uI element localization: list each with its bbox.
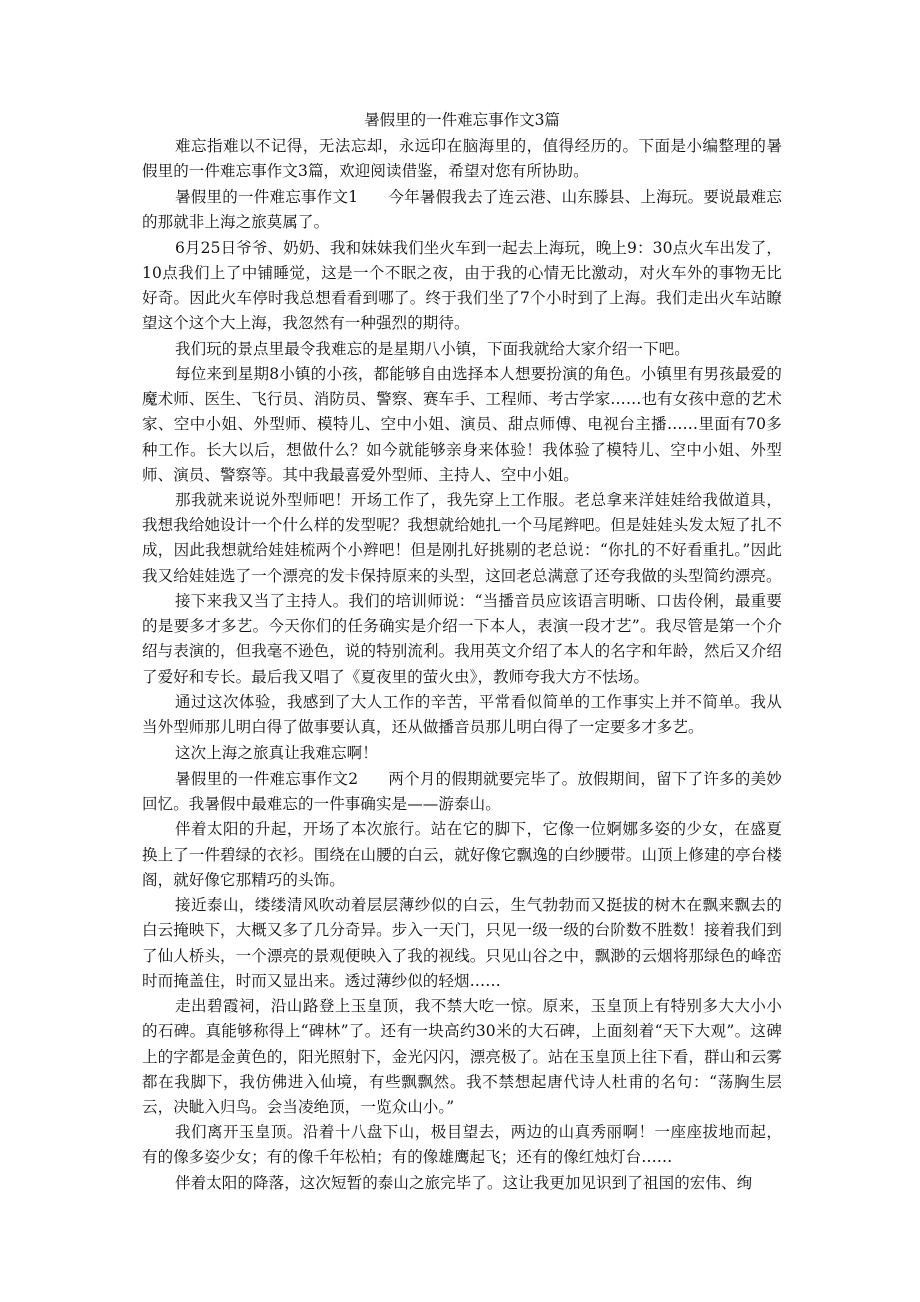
paragraph-text: 6月25日爷爷、奶奶、我和妹妹我们坐火车到一起去上海玩，晚上9：30点火车出发了，10点我们上了中铺睡觉，这是一个不眠之夜，由于我的心情无比激动，对火车外的事物无比好奇。因此火车停时我总想看看到哪了。终于我们坐了7个小时到了上海。我们走出火车站瞭望这个这个大上海，我忽然有一种强烈的期待。	[142, 238, 782, 332]
document-page	[142, 108, 782, 1197]
paragraph-text: 难忘指难以不记得，无法忘却，永远印在脑海里的，值得经历的。下面是小编整理的暑假里的一件难忘事作文3篇，欢迎阅读借鉴，希望对您有所协助。	[142, 137, 782, 181]
paragraph-text: 接近泰山，缕缕清风吹动着层层薄纱似的白云，生气勃勃而又挺拔的树木在飘来飘去的白云掩映下，大概又多了几分奇异。步入一天门，只见一级一级的台阶数不胜数！接着我们到了仙人桥头，一个漂亮的景观便映入了我的视线。只见山谷之中，飘渺的云烟将那绿色的峰峦时而掩盖住，时而又显出来。透过薄纱似的轻烟……	[142, 896, 782, 990]
essay-subtitle: 暑假里的一件难忘事作文1	[175, 187, 359, 206]
paragraph	[142, 1171, 782, 1196]
paragraph-text: 伴着太阳的降落，这次短暂的泰山之旅完毕了。这让我更加见识到了祖国的宏伟、绚	[175, 1174, 753, 1193]
paragraph-text: 我们玩的景点里最令我难忘的是星期八小镇，下面我就给大家介绍一下吧。	[175, 339, 690, 358]
paragraph-essay-2-heading	[142, 767, 782, 817]
paragraph	[142, 893, 782, 993]
paragraph-text: 接下来我又当了主持人。我们的培训师说：“当播音员应该语言明晰、口齿伶俐，最重要的是要多才多艺。今天你们的任务确实是介绍一下本人，表演一段才艺”。我尽管是第一个介绍与表演的，但我毫不逊色，说的特别流利。我用英文介绍了本人的名字和年龄，然后又介绍了爱好和专长。最后我又唱了《夏夜里的萤火虫》，教师夸我大方不怯场。	[142, 592, 782, 686]
paragraph-text: 这次上海之旅真让我难忘啊！	[175, 744, 378, 762]
paragraph	[142, 741, 782, 766]
paragraph-text: 通过这次体验，我感到了大人工作的辛苦，平常看似简单的工作事实上并不简单。我从当外型师那儿明白得了做事要认真，还从做播音员那儿明白得了一定要多才多艺。	[142, 693, 782, 737]
paragraph	[142, 817, 782, 892]
paragraph-text: 那我就来说说外型师吧！开场工作了，我先穿上工作服。老总拿来洋娃娃给我做道具，我想我给她设计一个什么样的发型呢？我想就给她扎一个马尾辫吧。但是娃娃头发太短了扎不成，因此我想就给娃娃梳两个小辫吧！但是刚扎好挑剔的老总说：“你扎的不好看重扎。”因此我又给娃娃选了一个漂亮的发卡保持原来的头型，这回老总满意了还夸我做的头型简约漂亮。	[142, 491, 782, 585]
document-title: 暑假里的一件难忘事作文3篇	[364, 111, 560, 129]
essay-subtitle: 暑假里的一件难忘事作文2	[175, 769, 359, 788]
paragraph	[142, 236, 782, 336]
paragraph-essay-1-heading	[142, 185, 782, 235]
paragraph	[142, 589, 782, 689]
paragraph-text: 今年暑假我去了连云港、山东滕县、上海玩。要说最难忘的那就非上海之旅莫属了。	[142, 187, 783, 231]
paragraph-text: 走出碧霞祠，沿山路登上玉皇顶，我不禁大吃一惊。原来，玉皇顶上有特别多大大小小的石碑。真能够称得上“碑林”了。还有一块高约30米的大石碑，上面刻着“天下大观”。这碑上的字都是金黄色的，阳光照射下，金光闪闪，漂亮极了。站在玉皇顶上往下看，群山和云雾都在我脚下，我仿佛进入仙境，有些飘飘然。我不禁想起唐代诗人杜甫的名句：“荡胸生层云，决眦入归鸟。会当凌绝顶，一览众山小。”	[142, 997, 782, 1116]
paragraph-text: 伴着太阳的升起，开场了本次旅行。站在它的脚下，它像一位婀娜多姿的少女，在盛夏换上了一件碧绿的衣衫。围绕在山腰的白云，就好像它飘逸的白纱腰带。山顶上修建的亭台楼阁，就好像它那精巧的头饰。	[142, 820, 782, 889]
paragraph-text: 每位来到星期8小镇的小孩，都能够自由选择本人想要扮演的角色。小镇里有男孩最爱的魔术师、医生、飞行员、消防员、警察、赛车手、工程师、考古学家……也有女孩中意的艺术家、空中小姐、外型师、模特儿、空中小姐、演员、甜点师傅、电视台主播……里面有70多种工作。长大以后，想做什么？如今就能够亲身来体验！我体验了模特儿、空中小姐、外型师、演员、警察等。其中我最喜爱外型师、主持人、空中小姐。	[142, 365, 782, 484]
paragraph	[142, 362, 782, 487]
paragraph	[142, 994, 782, 1119]
paragraph	[142, 488, 782, 588]
paragraph	[142, 337, 782, 362]
paragraph-text: 两个月的假期就要完毕了。放假期间，留下了许多的美妙回忆。我暑假中最难忘的一件事确实是——游泰山。	[142, 769, 783, 813]
paragraph-text: 我们离开玉皇顶。沿着十八盘下山，极目望去，两边的山真秀丽啊！一座座拔地而起，有的像多姿少女；有的像千年松柏；有的像雄鹰起飞；还有的像红烛灯台……	[142, 1123, 782, 1167]
paragraph	[142, 1120, 782, 1170]
paragraph	[142, 690, 782, 740]
paragraph-intro	[142, 134, 782, 184]
